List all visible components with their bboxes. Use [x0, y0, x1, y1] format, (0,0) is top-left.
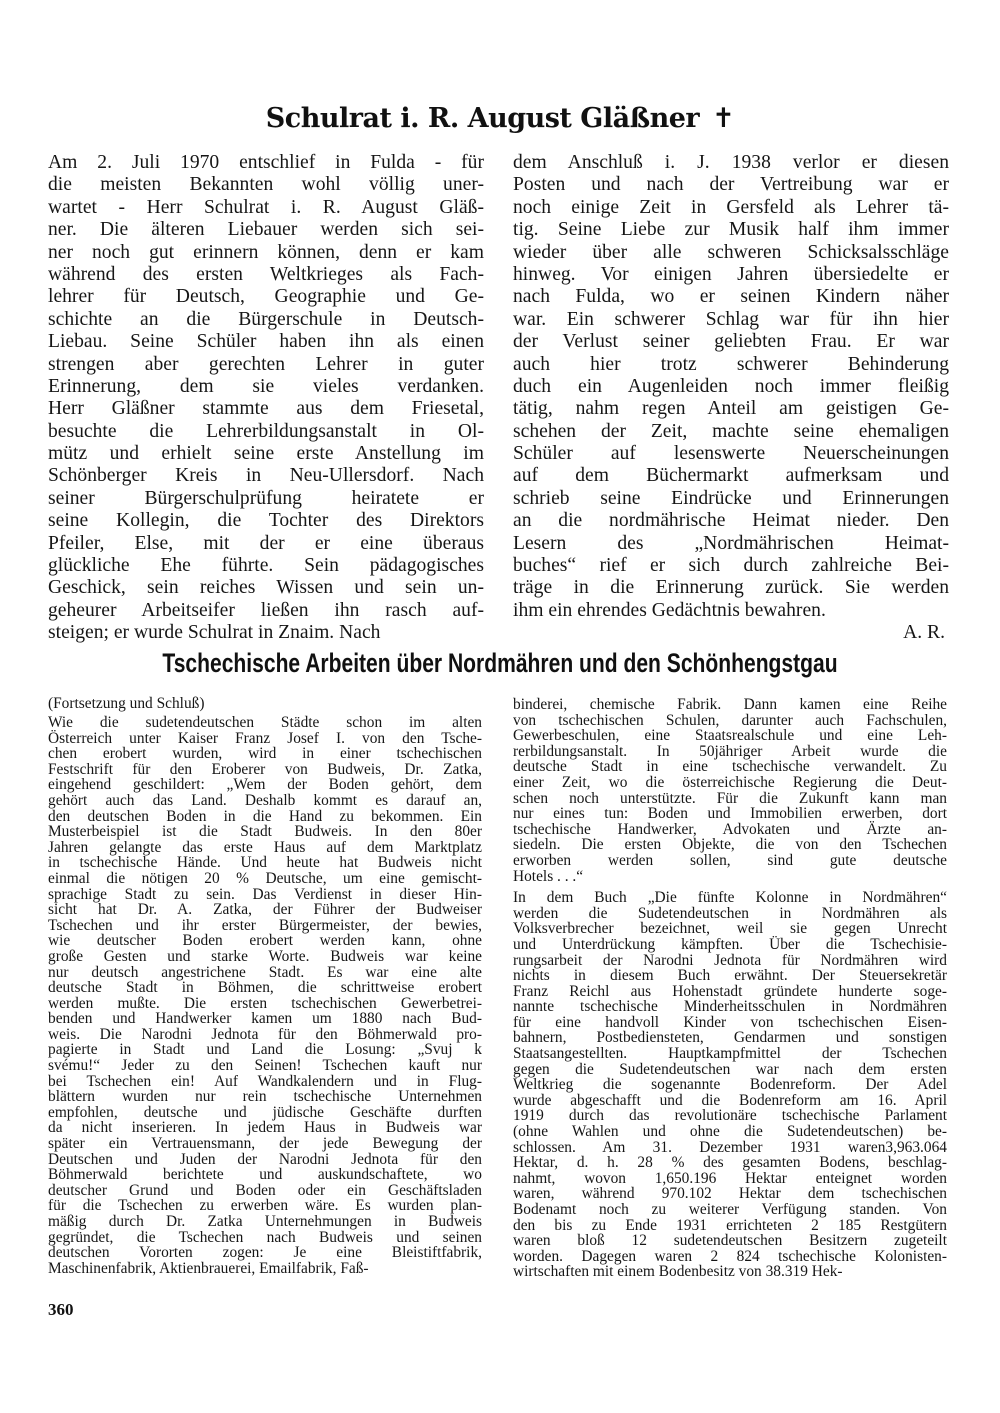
text-line: einmal die nötigen 20 % Deutsche, um eine gemischt-	[48, 869, 482, 887]
text-line: da nicht inserieren. In jedem Haus in Budweis war	[48, 1119, 482, 1137]
text-line: Gewerbeschulen, eine Staatsrealschule und eine Leh-	[513, 727, 947, 745]
text-line: Hotels . . .“	[513, 867, 584, 885]
text-line: Franz Reichl aus Hohenstadt gründete hunderte soge-	[513, 982, 947, 1000]
text-line: träge in die Erinnerung zurück. Sie werden	[513, 577, 949, 599]
text-line: erworben werden sollen, sind gute deutsche	[513, 851, 947, 869]
text-line: nur deutsch angestrichene Stadt. Es war eine alte	[48, 963, 482, 981]
text-line: Schönberger Kreis in Neu-Ullersdorf. Nach	[48, 465, 484, 487]
text-line: glückliche Ehe führte. Sein pädagogisches	[48, 555, 484, 577]
text-line: Hektar, d. h. 28 % des gesamten Bodens, beschlag-	[513, 1154, 947, 1172]
article-right-paragraph-1	[513, 697, 947, 884]
text-line: siedeln. Die ersten Objekte, die von den Tschechen	[513, 836, 947, 854]
text-line: besuchte die Lehrerbildungsanstalt in Ol-	[48, 420, 484, 442]
obituary-title	[0, 103, 1000, 134]
text-line: gegründet, die Tschechen nach Budweis und seinen	[48, 1228, 482, 1246]
text-line: worden. Dagegen waren 2 824 tschechische Kolonisten-	[513, 1247, 947, 1265]
text-line: werden die Sudetendeutschen in Nordmähren als	[513, 904, 947, 922]
text-line: empfohlen, deutsche und jüdische Geschäfte durften	[48, 1103, 482, 1121]
text-line: große Gesten und starke Worte. Budweis war keine	[48, 947, 482, 965]
text-line: bahnern, Postbediensteten, Gendarmen und sonstigen	[513, 1029, 947, 1047]
text-line: mäßig durch Dr. Zatka Unternehmungen in Budweis	[48, 1213, 482, 1230]
article-column-right	[513, 697, 947, 1280]
text-line: seiner Bürgerschulprüfung heiratete er	[48, 487, 484, 509]
text-line: war. Ein schwerer Schlag war für ihn hier	[513, 308, 949, 330]
text-line: Musterbeispiel ist die Stadt Budweis. In den 80er	[48, 823, 482, 841]
article-right-paragraph-2	[513, 890, 947, 1280]
text-line: an die nordmährische Heimat nieder. Den	[513, 510, 949, 532]
text-line: während des ersten Weltkrieges als Fach-	[48, 263, 484, 285]
text-line: pagierte in Stadt und Land die Losung: „Svuj k	[48, 1041, 482, 1059]
text-line: schen noch unterstützte. Für die Zukunft kann man	[513, 789, 947, 807]
article-column-left	[48, 696, 482, 1276]
text-line: deutsche Stadt in eine tschechische verwandelt. Zu	[513, 758, 947, 776]
text-line: Herr Gläßner stammte aus dem Friesetal,	[48, 398, 484, 420]
text-line: schichte an die Bürgerschule in Deutsch-	[48, 308, 484, 330]
text-line: lehrer für Deutsch, Geographie und Ge-	[48, 286, 484, 308]
text-line: gehört auch das Land. Deshalb kommt es darauf an,	[48, 791, 482, 809]
text-line: 1919 durch das revolutionäre tschechische Parlament	[513, 1107, 947, 1125]
text-line: rerbildungsanstalt. In 50jähriger Arbeit wurde die	[513, 742, 947, 760]
text-line: tätig, nahm regen Anteil am geistigen Ge-	[513, 398, 949, 420]
text-line: nichts in diesem Buch erwähnt. Der Steuersekretär	[513, 967, 947, 985]
text-line: Wie die sudetendeutschen Städte schon im alten	[48, 714, 482, 731]
text-line: noch einige Zeit in Gersfeld als Lehrer tä-	[513, 196, 949, 218]
text-line: von tschechischen Schulen, darunter auch Fachschulen,	[513, 711, 947, 729]
text-line: mütz und erhielt seine erste Anstellung im	[48, 443, 484, 465]
text-line: den deutschen Boden in die Hand zu bekommen. Ein	[48, 807, 482, 825]
cross-icon: ✝	[712, 103, 735, 134]
text-line: Staatsangestellten. Hauptkampfmittel der Tschechen	[513, 1045, 947, 1063]
text-line: auf dem Büchermarkt aufmerksam und	[513, 465, 949, 487]
text-line: tig. Seine Liebe zur Musik half ihm immer	[513, 219, 949, 241]
text-line: Posten und nach der Vertreibung war er	[513, 174, 949, 196]
text-line: auch hier trotz schwerer Behinderung	[513, 353, 949, 375]
text-line: Volksverbrecher bezeichnet, weil sie gegen Unrecht	[513, 920, 947, 938]
text-line: Maschinenfabrik, Aktienbrauerei, Emailfabrik, Faß-	[48, 1259, 369, 1277]
text-line: und Unterdrückung kämpften. Über die Tschechisie-	[513, 935, 947, 953]
text-line: Weltkrieg die sogenannte Bodenreform. Der Adel	[513, 1076, 947, 1094]
text-line: geheurer Arbeitseifer ließen ihn rasch auf-	[48, 599, 484, 621]
text-line: für die Tschechen zu erwerben wäre. Es wurden plan-	[48, 1197, 482, 1215]
text-line: Deutschen und Juden der Narodni Jednota für den	[48, 1150, 482, 1168]
text-line: Geschick, sein reiches Wissen und sein un-	[48, 577, 484, 599]
text-line: dem Anschluß i. J. 1938 verlor er diesen	[513, 152, 949, 173]
text-line: einer Zeit, wo die österreichische Regierung die Deut-	[513, 773, 947, 791]
text-line: Jahren gelangte das erste Haus auf dem Marktplatz	[48, 838, 482, 856]
text-line: chen erobert wurden, wird in einer tschechischen	[48, 745, 482, 763]
text-line: benden und Handwerker kamen um 1880 nach Bud-	[48, 1010, 482, 1028]
text-line: blättern wurden nur rein tschechische Unternehmen	[48, 1088, 482, 1106]
text-line: (ohne Wahlen und ohne die Sudetendeutschen) be-	[513, 1123, 947, 1141]
text-line: ihm ein ehrendes Gedächtnis bewahren.	[513, 599, 826, 621]
text-line: Tschechen und ihr erster Bürgermeister, der bewies,	[48, 916, 482, 934]
text-line: ner noch gut erinnern können, denn er kam	[48, 241, 484, 263]
text-line: Bodenamt noch zu weiterer Verfügung standen. Von	[513, 1201, 947, 1218]
text-line: In dem Buch „Die fünfte Kolonne in Nordmähren“	[513, 889, 947, 907]
page-number: 360	[48, 1300, 74, 1319]
text-line: die meisten Bekannten wohl völlig uner-	[48, 174, 484, 196]
text-line: Erinnerung, dem sie vieles verdanken.	[48, 375, 484, 397]
text-line: ner. Die älteren Liebauer werden sich sei-	[48, 219, 484, 241]
text-line: Österreich unter Kaiser Franz Josef I. von den Tsche-	[48, 729, 482, 747]
text-line: Liebau. Seine Schüler haben ihn als einen	[48, 331, 484, 353]
text-line: für eine handvoll Kinder von tschechischen Eisen-	[513, 1013, 947, 1031]
text-line: Festschrift für den Eroberer von Budweis, Dr. Zatka,	[48, 760, 482, 778]
text-line: wurde abgeschafft und die Bodenreform am 16. April	[513, 1091, 947, 1109]
text-line: steigen; er wurde Schulrat in Znaim. Nach	[48, 622, 381, 644]
text-line: Am 2. Juli 1970 entschlief in Fulda - für	[48, 152, 484, 173]
text-line: schehen der Zeit, machte seine ehemaligen	[513, 420, 949, 442]
text-line: Schüler auf lesenswerte Neuerscheinungen	[513, 443, 949, 465]
text-line: bei Tschechen ein! Auf Wandkalendern und in Flug-	[48, 1072, 482, 1090]
obituary-column-left	[48, 152, 484, 645]
text-line: wieder über alle schweren Schicksalsschläge	[513, 241, 949, 263]
text-line: deutsche Stadt in Böhmen, die schrittweise erobert	[48, 979, 482, 997]
text-line: binderei, chemische Fabrik. Dann kamen eine Reihe	[513, 696, 947, 713]
article-title: Tschechische Arbeiten über Nordmähren und den Schönhengstgau	[162, 648, 838, 678]
text-line: gegen die Sudetendeutschen war nach dem ersten	[513, 1060, 947, 1078]
text-line: nahmt, wovon 1,650.196 Hektar enteignet worden	[513, 1169, 947, 1187]
text-line: deutschen Vororten zogen: Je eine Bleistiftfabrik,	[48, 1244, 482, 1262]
author-signature: A. R.	[903, 622, 945, 644]
obituary-title-text: Schulrat i. R. August Gläßner	[265, 103, 700, 134]
text-line: der Verlust seiner geliebten Frau. Er war	[513, 331, 949, 353]
article-subtitle: (Fortsetzung und Schluß)	[48, 695, 205, 712]
text-line: sprachige Stadt zu sein. Das Verdienst in dieser Hin-	[48, 885, 482, 903]
text-line: Lesern des „Nordmährischen Heimat-	[513, 532, 949, 554]
text-line: waren bloß 12 sudetendeutschen Besitzern zugeteilt	[513, 1232, 947, 1250]
text-line: hinweg. Vor einigen Jahren übersiedelte er	[513, 263, 949, 285]
text-line: weis. Die Narodni Jednota für den Böhmerwald pro-	[48, 1025, 482, 1043]
text-line: rungsarbeit der Narodni Jednota für Nordmähren wird	[513, 951, 947, 969]
text-line: nach Fulda, wo er seinen Kindern näher	[513, 286, 949, 308]
text-line: eingehend geschildert: „Wem der Boden gehört, dem	[48, 776, 482, 794]
text-line: Böhmerwald berichtete und auskundschaftete, wo	[48, 1166, 482, 1184]
text-line: werden mußte. Die ersten tschechischen Gewerbetrei-	[48, 994, 482, 1012]
text-line: wirtschaften mit einem Bodenbesitz von 38.319 Hek-	[513, 1263, 843, 1281]
text-line: seine Kollegin, die Tochter des Direktors	[48, 510, 484, 532]
text-line: nur eines tun: Boden und Immobilien erwerben, dort	[513, 805, 947, 823]
text-line: schrieb seine Eindrücke und Erinnerungen	[513, 487, 949, 509]
text-line: später ein Vertrauensmann, der jede Bewegung der	[48, 1135, 482, 1153]
text-line: schlossen. Am 31. Dezember 1931 waren3,963.064	[513, 1138, 947, 1156]
text-line: strengen aber gerechten Lehrer in guter	[48, 353, 484, 375]
text-line: waren, während 970.102 Hektar dem tschechischen	[513, 1185, 947, 1203]
text-line: sicht hat Dr. A. Zatka, der Führer der Budweiser	[48, 901, 482, 919]
text-line: buches“ rief er sich durch zahlreiche Bei-	[513, 555, 949, 577]
obituary-column-right	[513, 152, 949, 645]
text-line: Pfeiler, Else, mit der er eine überaus	[48, 532, 484, 554]
text-line: in tschechische Hände. Und heute hat Budweis nicht	[48, 854, 482, 872]
text-line: deutscher Grund und Boden oder ein Geschäftsladen	[48, 1181, 482, 1199]
text-line: duch ein Augenleiden noch immer fleißig	[513, 375, 949, 397]
text-line: tschechische Handwerker, Advokaten und Ärzte an-	[513, 820, 947, 838]
article-left-text	[48, 715, 482, 1276]
text-line: nannte tschechische Minderheitsschulen in Nordmähren	[513, 998, 947, 1016]
text-line: wartet - Herr Schulrat i. R. August Gläß-	[48, 196, 484, 218]
text-line: den bis zu Ende 1931 errichteten 2 185 Restgütern	[513, 1216, 947, 1234]
text-line: svému!“ Jeder zu den Seinen! Tschechen kauft nur	[48, 1057, 482, 1075]
text-line: wie deutscher Boden erobert werden kann, ohne	[48, 932, 482, 950]
